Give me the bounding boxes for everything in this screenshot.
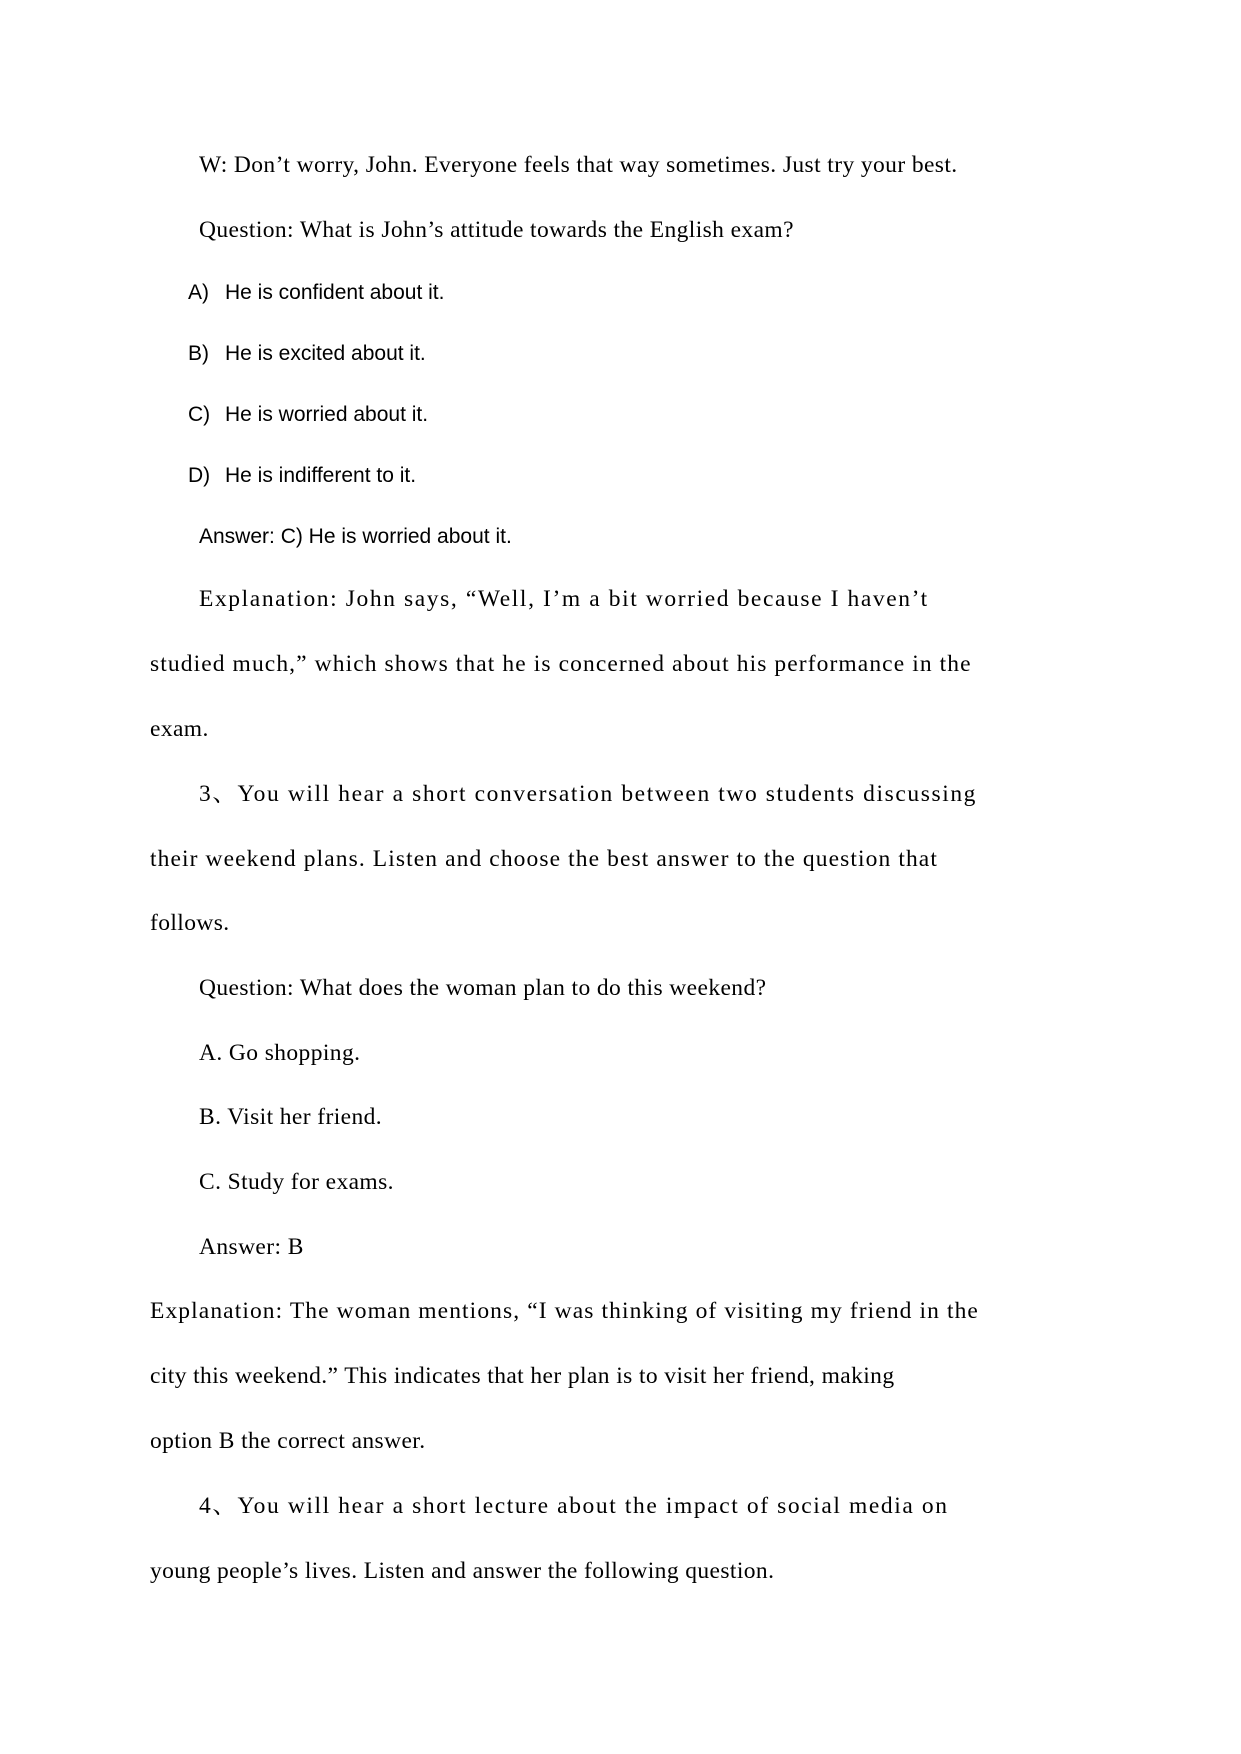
option-text: He is indifferent to it. — [225, 464, 417, 487]
explanation-line: Explanation: John says, “Well, I’m a bit worried because I haven’t — [199, 586, 929, 612]
dialogue-line: W: Don’t worry, John. Everyone feels that way sometimes. Just try your best. — [199, 152, 958, 178]
explanation-line: exam. — [150, 716, 209, 742]
answer-text: Answer: C) He is worried about it. — [199, 525, 512, 548]
explanation-line: Explanation: The woman mentions, “I was thinking of visiting my friend in the — [150, 1298, 979, 1324]
question-intro-line: 3、You will hear a short conversation between two students discussing — [199, 781, 978, 807]
question-intro-line: follows. — [150, 910, 230, 936]
option-item: C. Study for exams. — [199, 1169, 394, 1195]
option-text: He is confident about it. — [225, 281, 445, 304]
question-intro-line: their weekend plans. Listen and choose the best answer to the question that — [150, 846, 938, 872]
explanation-line: city this weekend.” This indicates that her plan is to visit her friend, making — [150, 1363, 895, 1389]
option-item: B. Visit her friend. — [199, 1104, 383, 1130]
option-letter: C) — [188, 403, 211, 426]
option-item: A. Go shopping. — [199, 1040, 361, 1066]
question-intro-line: young people’s lives. Listen and answer the following question. — [150, 1558, 775, 1584]
answer-text: Answer: B — [199, 1234, 304, 1260]
question-text: Question: What is John’s attitude towards the English exam? — [199, 217, 794, 243]
explanation-line: option B the correct answer. — [150, 1428, 426, 1454]
option-letter: B) — [188, 342, 209, 365]
question-intro-line: 4、You will hear a short lecture about the impact of social media on — [199, 1493, 949, 1519]
option-letter: A) — [188, 281, 209, 304]
option-letter: D) — [188, 464, 211, 487]
question-text: Question: What does the woman plan to do this weekend? — [199, 975, 767, 1001]
option-text: He is excited about it. — [225, 342, 426, 365]
explanation-line: studied much,” which shows that he is concerned about his performance in the — [150, 651, 972, 677]
option-text: He is worried about it. — [225, 403, 429, 426]
